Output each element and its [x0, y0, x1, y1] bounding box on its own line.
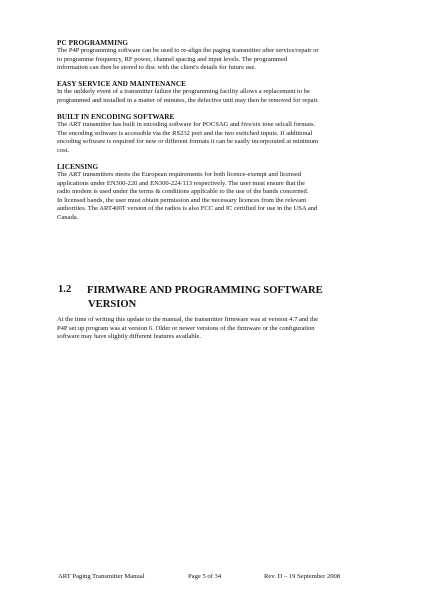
footer-page-number: Page 5 of 34: [188, 573, 222, 580]
section-body-easy-service: In the unlikely event of a transmitter failure the programming facility allows a replacement to be programmed and installed in a matter of minutes, the defective unit may then be removed for repair.: [57, 88, 319, 104]
section-heading-built-in-encoding: BUILT IN ENCODING SOFTWARE: [57, 113, 175, 121]
section-body-licensing: The ART transmitters meets the European requirements for both licence-exempt and licensed applications under EN300-220 and EN300-224/113 respectively. The user must ensure that the radio modem is used under the terms & conditions applicable to the use of the bands concerned. In licensed bands, the user must obtain permission and the necessary licences from the relevant authorities. The ART400T version of the radios is also FCC and IC certified for use in the USA and Canada.: [57, 171, 318, 221]
chapter-number: 1.2: [58, 284, 72, 295]
section-body-built-in-encoding: The ART transmitter has built in encoding software for POCSAG and five/six tone selcall formats. The encoding software is accessible via the RS232 port and the two switched inputs. If additional encoding software is required for new or different formats it can be easily incorporated at minimum cost.: [57, 121, 319, 154]
section-heading-licensing: LICENSING: [57, 163, 99, 171]
section-heading-pc-programming: PC PROGRAMMING: [57, 39, 129, 47]
chapter-body: At the time of writing this update to the manual, the transmitter firmware was at version 4.7 and the P4P set up program was at version 6. Older or newer versions of the firmware or the configuration software may have slightly different features available.: [57, 316, 319, 341]
footer-revision: Rev. D – 19 September 2008: [264, 573, 341, 580]
footer-manual-title: ART Paging Transmitter Manual: [58, 573, 145, 580]
section-body-pc-programming: The P4P programming software can be used to re-align the paging transmitter after service/repair or to programme frequency, RF power, channel spacing and input levels. The programmed information can then be stored to disc with the client's details for future use.: [57, 47, 319, 72]
chapter-title: FIRMWARE AND PROGRAMMING SOFTWARE VERSION: [87, 285, 323, 310]
section-heading-easy-service: EASY SERVICE AND MAINTENANCE: [57, 80, 187, 88]
